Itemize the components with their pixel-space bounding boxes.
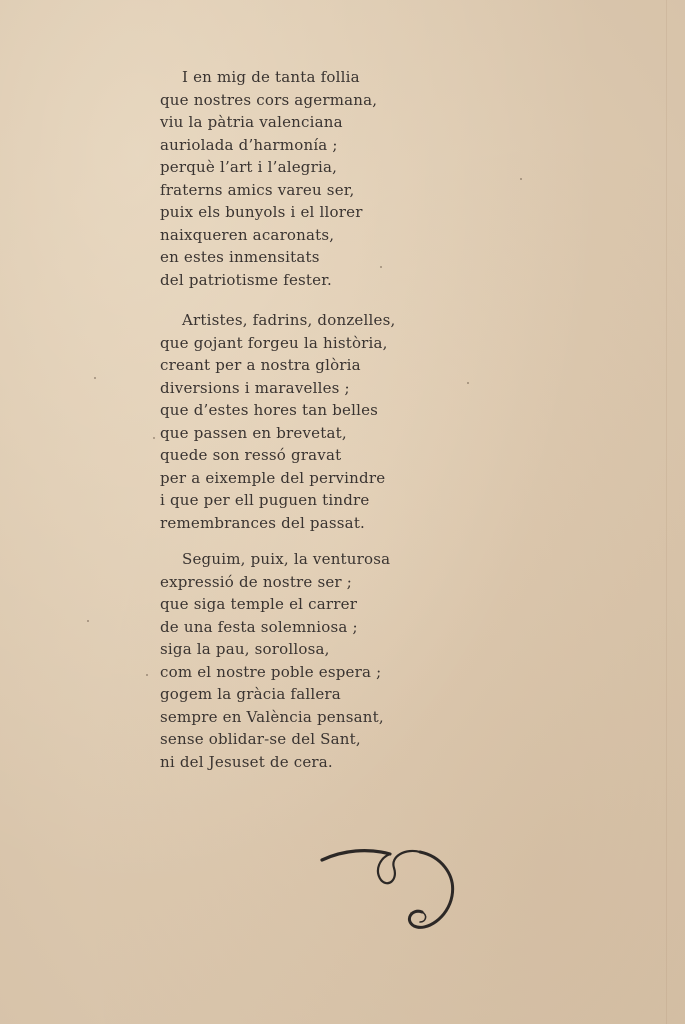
poem-line: quede son ressó gravat: [160, 446, 342, 464]
poem-line: per a eixemple del pervindre: [160, 468, 386, 487]
paper-speck: [380, 266, 382, 268]
paper-speck: [94, 377, 96, 379]
poem-line: perquè l’art i l’alegria,: [160, 158, 338, 176]
paper-speck: [520, 178, 522, 180]
poem-line: en estes inmensitats: [160, 248, 320, 266]
poem-line: puix els bunyols i el llorer: [160, 203, 363, 221]
stanza-1: [160, 66, 460, 291]
paper-speck: [410, 912, 412, 914]
poem-line: creant per a nostra glòria: [160, 356, 361, 374]
paper-speck: [153, 437, 155, 439]
poem-line: diversions i maravelles ;: [160, 378, 350, 397]
poem-line: gogem la gràcia fallera: [160, 685, 341, 703]
poem-line: sense oblidar-se del Sant,: [160, 730, 361, 748]
poem-line: que siga temple el carrer: [160, 595, 358, 613]
poem-line: que passen en brevetat,: [160, 423, 347, 442]
poem-line: i que per ell puguen tindre: [160, 491, 370, 509]
poem-line: de una festa solemniosa ;: [160, 617, 358, 636]
poem-line: que d’estes hores tan belles: [160, 401, 379, 419]
poem-line: naixqueren acaronats,: [160, 225, 335, 244]
poem-line: que nostres cors agermana,: [160, 90, 378, 109]
poem-line: expressió de nostre ser ;: [160, 572, 353, 591]
page-edge-shadow: [666, 0, 667, 1024]
poem-line: Artistes, fadrins, donzelles,: [182, 311, 396, 329]
flourish-ornament-icon: [318, 840, 468, 940]
paper-speck: [87, 620, 89, 622]
stanza-3: [160, 548, 460, 773]
poem-line: I en mig de tanta follia: [182, 68, 360, 86]
paper-speck: [467, 382, 469, 384]
poem-line: com el nostre poble espera ;: [160, 662, 382, 681]
poem-line: fraterns amics vareu ser,: [160, 180, 355, 199]
poem-line: viu la pàtria valenciana: [160, 113, 343, 131]
poem-line: que gojant forgeu la història,: [160, 333, 388, 352]
poem-line: sempre en València pensant,: [160, 707, 384, 726]
poem-line: Seguim, puix, la venturosa: [182, 550, 391, 568]
poem-line: del patriotisme fester.: [160, 270, 332, 289]
poem-line: siga la pau, sorollosa,: [160, 640, 330, 658]
paper-speck: [146, 674, 148, 676]
poem-line: auriolada d’harmonía ;: [160, 135, 338, 154]
poem-line: ni del Jesuset de cera.: [160, 752, 333, 771]
poem-line: remembrances del passat.: [160, 513, 366, 532]
stanza-2: [160, 309, 460, 534]
